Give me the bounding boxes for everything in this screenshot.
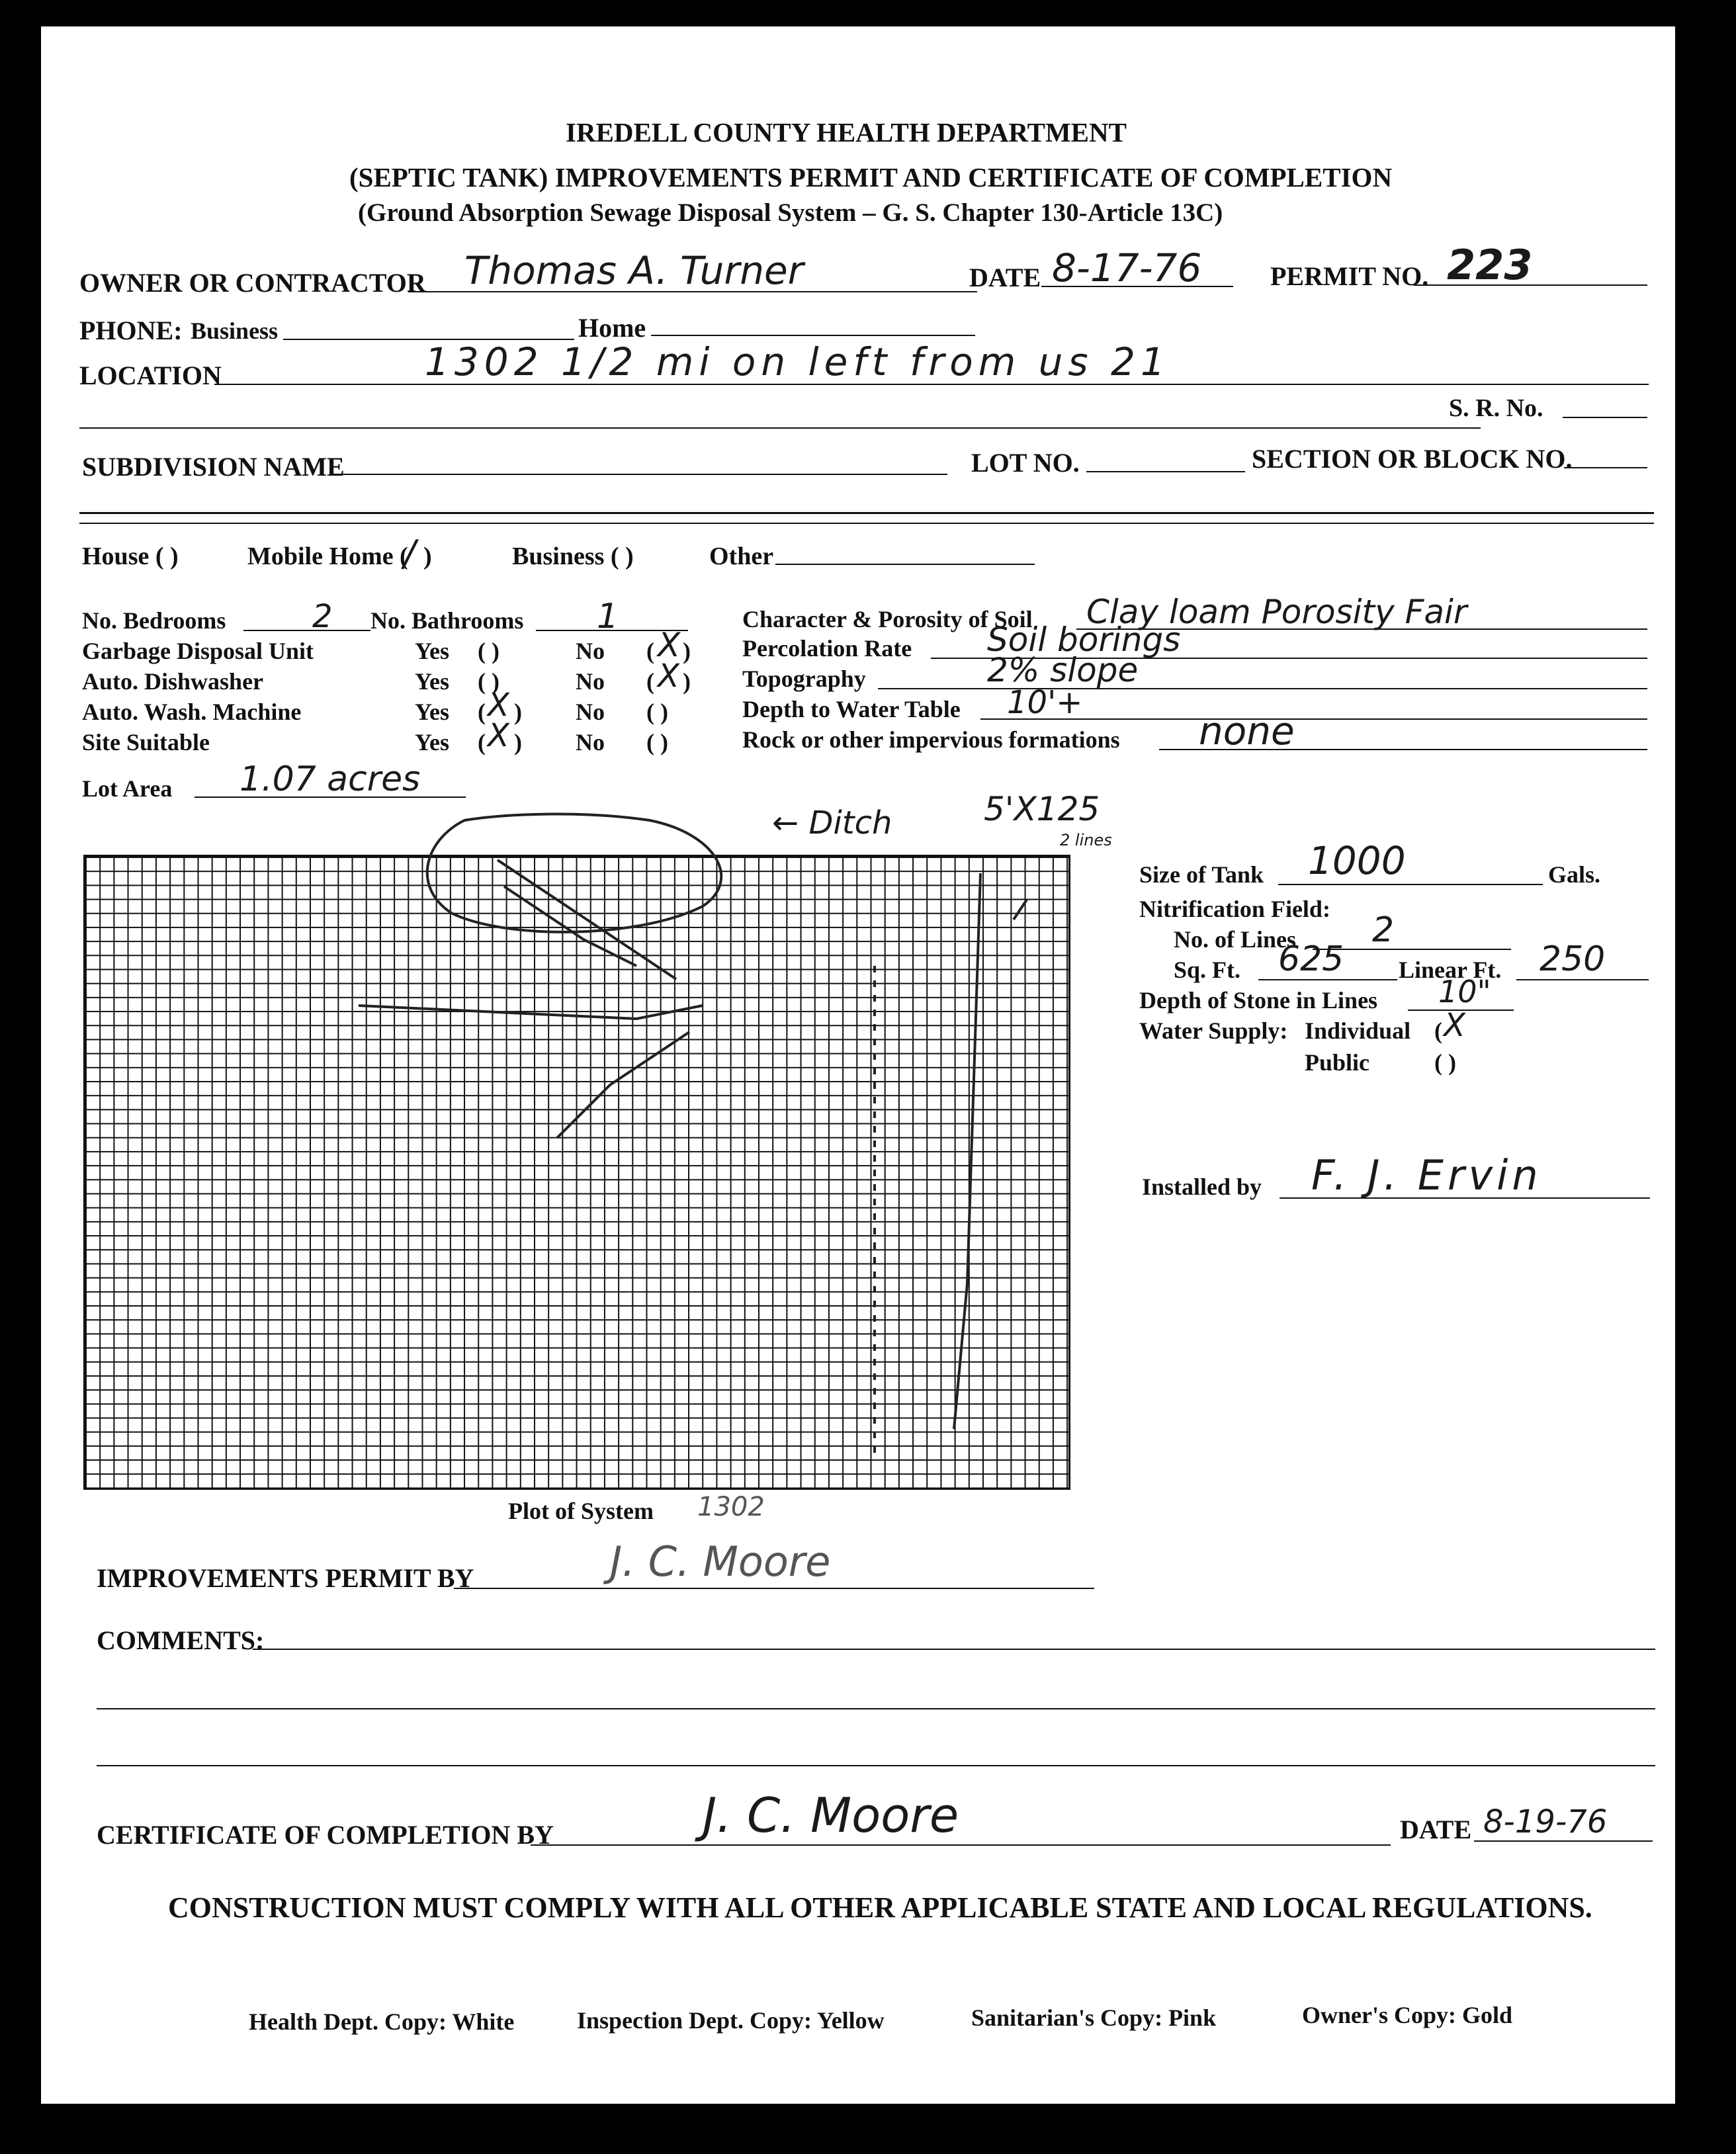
drain-line-3 [359, 1006, 703, 1019]
percolation-value: Soil borings [987, 621, 1181, 659]
certificate-signature: J. C. Moore [703, 1788, 959, 1843]
garbage-no: No [576, 638, 605, 664]
tank-size-value: 1000 [1308, 838, 1406, 883]
garbage-disposal-label: Garbage Disposal Unit [82, 638, 314, 664]
lot-area-label: Lot Area [82, 775, 173, 802]
linear-ft-label: Linear Ft. [1399, 957, 1502, 983]
nitrification-label: Nitrification Field: [1139, 896, 1330, 922]
copy-sanitarian: Sanitarian's Copy: Pink [971, 2004, 1217, 2031]
compliance-notice: CONSTRUCTION MUST COMPLY WITH ALL OTHER APPLICABLE STATE AND LOCAL REGULATIONS. [168, 1891, 1592, 1924]
drain-line-1 [498, 860, 676, 979]
garbage-no-open: ( [646, 638, 654, 664]
site-yes-close: ) [514, 729, 522, 755]
check-mark [1014, 900, 1027, 920]
water-public-box: ( ) [1434, 1049, 1456, 1076]
site-yes: Yes [415, 729, 449, 755]
dishwasher-no-close: ) [683, 668, 691, 695]
wash-no-box: ( ) [646, 699, 668, 725]
lines-count-value: 2 [1372, 910, 1395, 950]
ditch-outline [427, 814, 721, 932]
garbage-no-close: ) [683, 638, 691, 664]
mobile-home-mark: / [404, 533, 416, 574]
location-label: LOCATION [79, 361, 222, 390]
individual-open: ( [1434, 1017, 1442, 1044]
drain-line-4 [557, 1032, 689, 1138]
water-table-label: Depth to Water Table [742, 696, 961, 722]
road-edge-line [954, 873, 980, 1429]
water-individual-label: Individual [1305, 1017, 1411, 1044]
water-table-value: 10'+ [1007, 684, 1083, 721]
installed-by-value: F. J. Ervin [1311, 1151, 1542, 1199]
lot-area-value: 1.07 acres [239, 759, 421, 799]
lines-count-label: No. of Lines [1174, 926, 1297, 953]
ditch-label: ← Ditch [772, 804, 892, 841]
location-value: 1302 1/2 mi on left from us 21 [425, 339, 1170, 384]
date-label: DATE [969, 263, 1041, 292]
water-individual-mark: X [1444, 1007, 1465, 1044]
agency-title: IREDELL COUNTY HEALTH DEPARTMENT [566, 117, 1127, 148]
installed-by-label: Installed by [1142, 1174, 1262, 1200]
certificate-date-label: DATE [1400, 1815, 1472, 1844]
comments-label: COMMENTS: [97, 1625, 265, 1655]
certificate-date-value: 8-19-76 [1483, 1803, 1608, 1840]
dishwasher-yes: Yes [415, 668, 449, 695]
gals-label: Gals. [1548, 861, 1601, 888]
dishwasher-no-open: ( [646, 668, 654, 695]
business-phone-label: Business [191, 318, 279, 344]
sqft-value: 625 [1278, 939, 1344, 979]
other-option-label: Other [709, 542, 774, 570]
wash-yes-mark: X [488, 687, 509, 724]
dishwasher-yes-box: ( ) [478, 668, 499, 695]
plot-of-system-label: Plot of System [508, 1498, 654, 1524]
certificate-label: CERTIFICATE OF COMPLETION BY [97, 1820, 554, 1850]
stone-depth-value: 10" [1438, 974, 1491, 1010]
wash-machine-label: Auto. Wash. Machine [82, 699, 302, 725]
owner-label: OWNER OR CONTRACTOR [79, 268, 426, 298]
wash-yes: Yes [415, 699, 449, 725]
date-value: 8-17-76 [1052, 245, 1202, 290]
plot-of-system-value: 1302 [697, 1492, 765, 1522]
dishwasher-no: No [576, 668, 605, 695]
percolation-label: Percolation Rate [742, 635, 912, 662]
owner-value: Thomas A. Turner [464, 248, 804, 293]
permit-value: 223 [1447, 241, 1533, 289]
copy-inspection-dept: Inspection Dept. Copy: Yellow [577, 2007, 885, 2034]
rock-value: none [1199, 709, 1295, 754]
copy-owner: Owner's Copy: Gold [1302, 2002, 1513, 2028]
mobile-home-close: ) [423, 542, 432, 570]
improvements-permit-signature: J. C. Moore [610, 1537, 831, 1586]
dishwasher-no-mark: X [658, 658, 679, 695]
form-title: (SEPTIC TANK) IMPROVEMENTS PERMIT AND CERTIFICATE OF COMPLETION [349, 162, 1393, 193]
garbage-yes: Yes [415, 638, 449, 664]
dishwasher-label: Auto. Dishwasher [82, 668, 264, 695]
mobile-home-option: Mobile Home ( [247, 542, 408, 570]
house-option: House ( ) [82, 542, 179, 570]
site-suitable-label: Site Suitable [82, 729, 210, 755]
bathrooms-value: 1 [597, 597, 619, 636]
lines-note: 2 lines [1060, 831, 1112, 849]
copy-health-dept: Health Dept. Copy: White [249, 2008, 515, 2035]
site-no-box: ( ) [646, 729, 668, 755]
wash-no: No [576, 699, 605, 725]
wash-yes-close: ) [514, 699, 522, 725]
bedrooms-label: No. Bedrooms [82, 607, 226, 634]
section-label: SECTION OR BLOCK NO. [1252, 444, 1573, 474]
rock-label: Rock or other impervious formations [742, 726, 1120, 753]
water-public-label: Public [1305, 1049, 1370, 1076]
site-no: No [576, 729, 605, 755]
business-option: Business ( ) [512, 542, 634, 570]
garbage-yes-box: ( ) [478, 638, 499, 664]
phone-label: PHONE: [79, 316, 183, 345]
home-phone-label: Home [578, 313, 646, 343]
sr-label: S. R. No. [1449, 394, 1543, 422]
sqft-label: Sq. Ft. [1174, 957, 1241, 983]
bathrooms-label: No. Bathrooms [370, 607, 524, 634]
water-supply-label: Water Supply: [1139, 1017, 1288, 1044]
site-yes-mark: X [488, 717, 509, 754]
tank-size-label: Size of Tank [1139, 861, 1264, 888]
permit-label: PERMIT NO. [1270, 261, 1429, 291]
improvements-permit-label: IMPROVEMENTS PERMIT BY [97, 1563, 474, 1593]
lot-no-label: LOT NO. [971, 448, 1080, 478]
form-subtitle: (Ground Absorption Sewage Disposal System – G. S. Chapter 130-Article 13C) [358, 198, 1223, 227]
subdivision-label: SUBDIVISION NAME [82, 452, 345, 482]
ditch-dimensions: 5'X125 [984, 790, 1100, 828]
wash-yes-open: ( [478, 699, 486, 725]
permit-form [41, 26, 1675, 2104]
linear-ft-value: 250 [1540, 939, 1606, 979]
drain-line-2 [504, 886, 636, 966]
topography-value: 2% slope [987, 651, 1139, 689]
soil-character-label: Character & Porosity of Soil [742, 606, 1033, 632]
garbage-no-mark: X [658, 626, 681, 664]
bedrooms-value: 2 [312, 598, 333, 635]
topography-label: Topography [742, 666, 866, 692]
site-yes-open: ( [478, 729, 486, 755]
soil-character-value: Clay loam Porosity Fair [1086, 593, 1467, 631]
stone-depth-label: Depth of Stone in Lines [1139, 987, 1378, 1013]
